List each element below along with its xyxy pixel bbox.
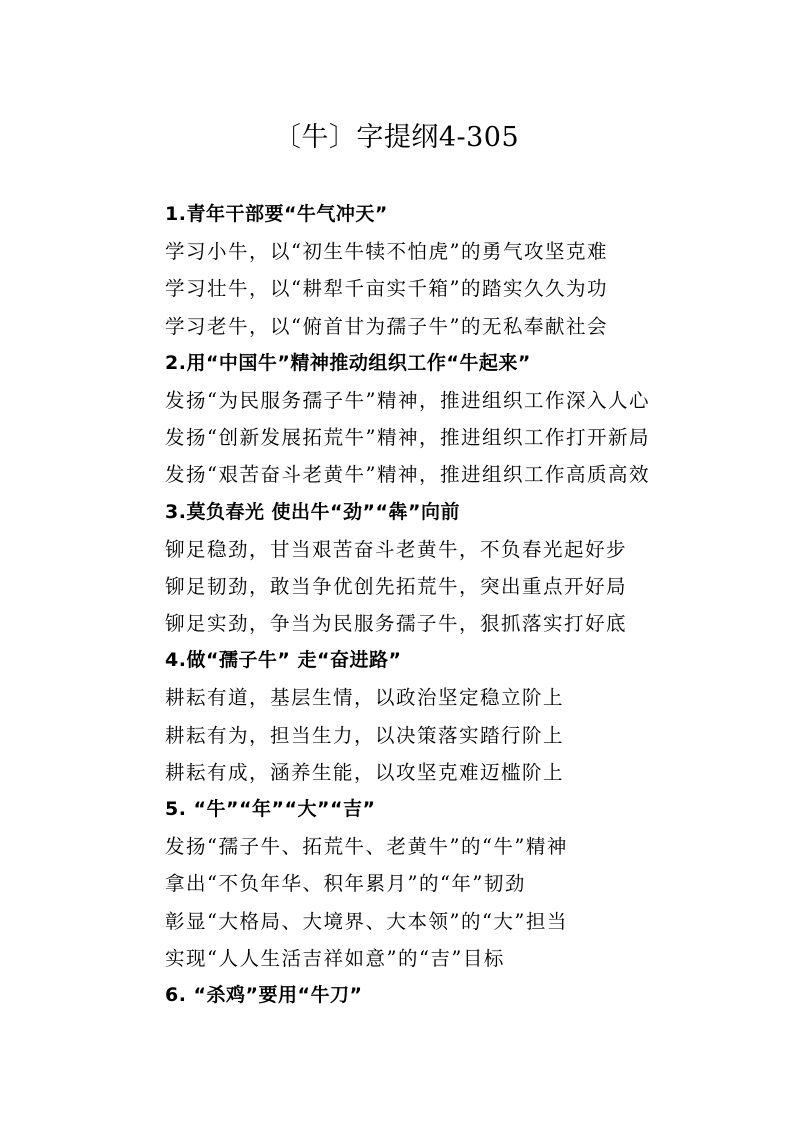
body-line: 实现“人人生活吉祥如意”的“吉”目标 [165,946,505,970]
body-line: 发扬“孺子牛、拓荒牛、老黄牛”的“牛”精神 [165,835,568,859]
document-body [165,196,765,1014]
body-line: 耕耘有道，基层生情，以政治坚定稳立阶上 [165,686,565,710]
body-line: 耕耘有成，涵养生能，以攻坚克难迈槛阶上 [165,760,565,784]
body-line: 铆足韧劲，敢当争优创先拓荒牛，突出重点开好局 [165,574,628,598]
section-heading: 4.做“孺子牛” 走“奋进路” [165,649,402,672]
section-heading: 5. “牛”“年”“大”“吉” [165,798,376,820]
body-line: 发扬“为民服务孺子牛”精神，推进组织工作深入人心 [165,388,650,412]
section-heading: 1.青年干部要“牛气冲天” [165,203,388,225]
body-line: 铆足稳劲，甘当艰苦奋斗老黄牛，不负春光起好步 [165,537,628,561]
section-heading: 3.莫负春光 使出牛“劲”“犇”向前 [165,500,461,523]
body-line: 铆足实劲，争当为民服务孺子牛，狠抓落实打好底 [165,612,628,636]
body-line: 耕耘有为，担当生力，以决策落实踏行阶上 [165,723,565,747]
document-title: 〔牛〕字提纲4-305 [273,122,520,153]
body-line: 彰显“大格局、大境界、大本领”的“大”担当 [165,909,568,933]
section-heading: 6. “杀鸡”要用“牛刀” [165,983,363,1006]
body-line: 发扬“创新发展拓荒牛”精神，推进组织工作打开新局 [165,426,650,450]
body-line: 学习老牛，以“俯首甘为孺子牛”的无私奉献社会 [165,314,608,338]
body-line: 发扬“艰苦奋斗老黄牛”精神，推进组织工作高质高效 [165,463,650,487]
body-line: 学习壮牛，以“耕犁千亩实千箱”的踏实久久为功 [165,277,608,301]
section-heading: 2.用“中国牛”精神推动组织工作“牛起来” [165,351,531,374]
body-line: 学习小牛，以“初生牛犊不怕虎”的勇气攻坚克难 [165,240,608,264]
body-line: 拿出“不负年华、积年累月”的“年”韧劲 [165,872,526,896]
